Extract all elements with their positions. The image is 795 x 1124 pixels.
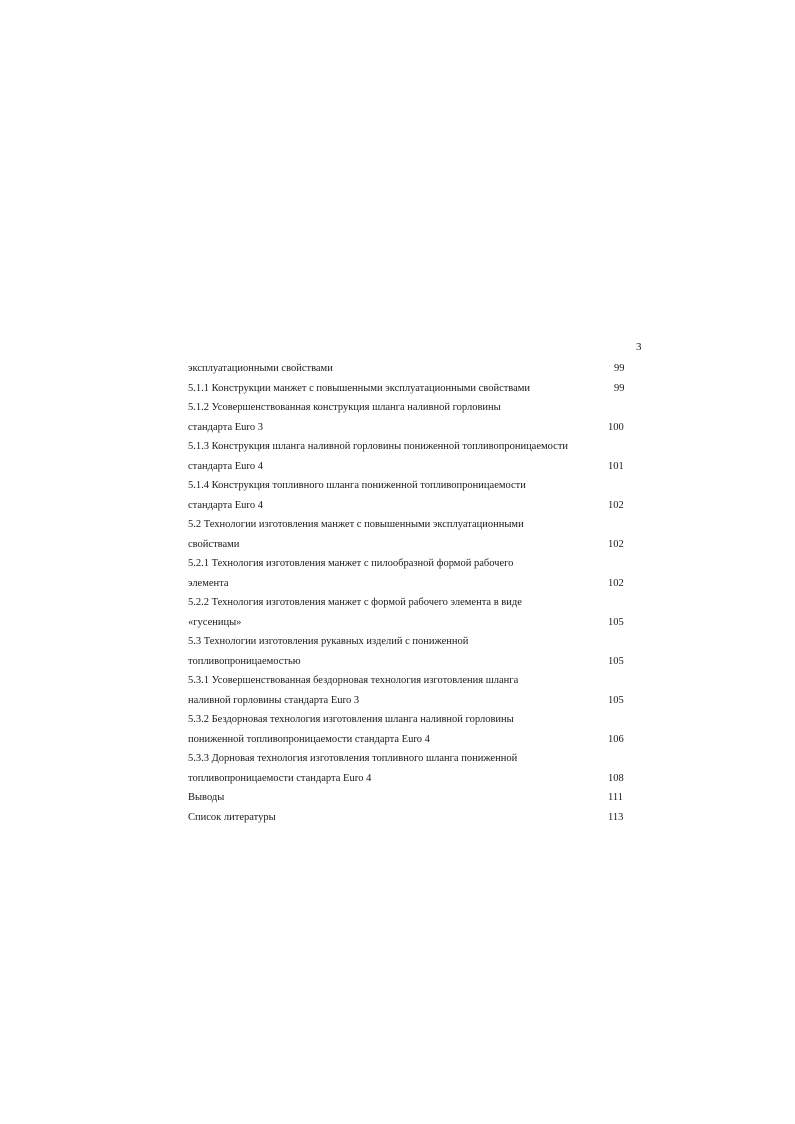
toc-entry-page: 101 bbox=[608, 460, 624, 472]
toc-entry-text: наливной горловины стандарта Euro 3 bbox=[188, 694, 360, 706]
toc-line bbox=[188, 730, 633, 750]
toc-line bbox=[188, 496, 633, 516]
toc-entry-text: пониженной топливопроницаемости стандарта Euro 4 bbox=[188, 733, 430, 745]
toc-line bbox=[188, 769, 633, 789]
toc-line bbox=[188, 671, 633, 691]
toc-entry-text: Список литературы bbox=[188, 811, 276, 823]
toc-entry-text: Выводы bbox=[188, 792, 225, 803]
toc-line bbox=[188, 574, 633, 594]
toc-line bbox=[188, 788, 633, 808]
toc-entry-page: 111 bbox=[608, 792, 623, 803]
toc-entry-page: 105 bbox=[608, 694, 624, 706]
toc-entry-text: топливопроницаемостью bbox=[188, 655, 301, 667]
toc-line bbox=[188, 515, 633, 535]
toc-line bbox=[188, 379, 633, 399]
toc-entry-page: 102 bbox=[608, 538, 624, 550]
toc-entry-text: 5.3.3 Дорновая технология изготовления топливного шланга пониженной bbox=[188, 753, 518, 764]
toc-line bbox=[188, 457, 633, 477]
toc-entry-text: 5.1.3 Конструкция шланга наливной горловины пониженной топливопроницаемости bbox=[188, 441, 569, 452]
toc-line bbox=[188, 632, 633, 652]
toc-entry-page: 106 bbox=[608, 733, 624, 745]
toc-line bbox=[188, 535, 633, 555]
toc-entry-text: 5.3.2 Бездорновая технология изготовления шланга наливной горловины bbox=[188, 714, 514, 725]
toc-entry-text: 5.2.1 Технология изготовления манжет с пилообразной формой рабочего bbox=[188, 558, 514, 569]
toc-entry-text: стандарта Euro 4 bbox=[188, 460, 264, 472]
toc-line bbox=[188, 691, 633, 711]
toc-line bbox=[188, 398, 633, 418]
toc-entry-page: 99 bbox=[614, 382, 625, 394]
toc-entry-page: 105 bbox=[608, 655, 624, 667]
toc-line bbox=[188, 476, 633, 496]
toc-line bbox=[188, 359, 633, 379]
toc-line bbox=[188, 652, 633, 672]
toc-entry-text: 5.3.1 Усовершенствованная бездорновая технология изготовления шланга bbox=[188, 675, 519, 686]
toc-entry-page: 113 bbox=[608, 811, 624, 823]
toc-entry-text: свойствами bbox=[188, 538, 240, 550]
toc-entry-text: 5.1.4 Конструкция топливного шланга пониженной топливопроницаемости bbox=[188, 480, 526, 491]
toc-line bbox=[188, 710, 633, 730]
toc-entry-text: элемента bbox=[188, 577, 229, 589]
toc-line bbox=[188, 593, 633, 613]
toc-entry-text: стандарта Euro 3 bbox=[188, 421, 264, 433]
toc-entry-page: 102 bbox=[608, 499, 624, 511]
toc-entry-text: стандарта Euro 4 bbox=[188, 499, 264, 511]
toc-line bbox=[188, 749, 633, 769]
toc-entry-text: 5.1.1 Конструкции манжет с повышенными эксплуатационными свойствами bbox=[188, 382, 531, 394]
toc-entry-text: топливопроницаемости стандарта Euro 4 bbox=[188, 772, 372, 784]
toc-entry-text: 5.2 Технологии изготовления манжет с повышенными эксплуатационными bbox=[188, 519, 524, 530]
toc-entry-text: эксплуатационными свойствами bbox=[188, 363, 333, 374]
table-of-contents bbox=[188, 359, 633, 827]
toc-entry-page: 105 bbox=[608, 616, 624, 628]
toc-entry-page: 100 bbox=[608, 421, 624, 433]
toc-entry-page: 99 bbox=[614, 363, 625, 374]
toc-entry-text: 5.2.2 Технология изготовления манжет с формой рабочего элемента в виде bbox=[188, 597, 522, 608]
toc-entry-page: 102 bbox=[608, 577, 624, 589]
toc-line bbox=[188, 808, 633, 828]
toc-entry-text: 5.1.2 Усовершенствованная конструкция шланга наливной горловины bbox=[188, 402, 501, 413]
toc-entry-text: 5.3 Технологии изготовления рукавных изделий с пониженной bbox=[188, 636, 469, 647]
toc-entry-text: «гусеницы» bbox=[188, 616, 242, 628]
toc-line bbox=[188, 437, 633, 457]
page-number: 3 bbox=[636, 341, 642, 353]
toc-entry-page: 108 bbox=[608, 772, 624, 784]
toc-line bbox=[188, 418, 633, 438]
toc-line bbox=[188, 554, 633, 574]
toc-line bbox=[188, 613, 633, 633]
